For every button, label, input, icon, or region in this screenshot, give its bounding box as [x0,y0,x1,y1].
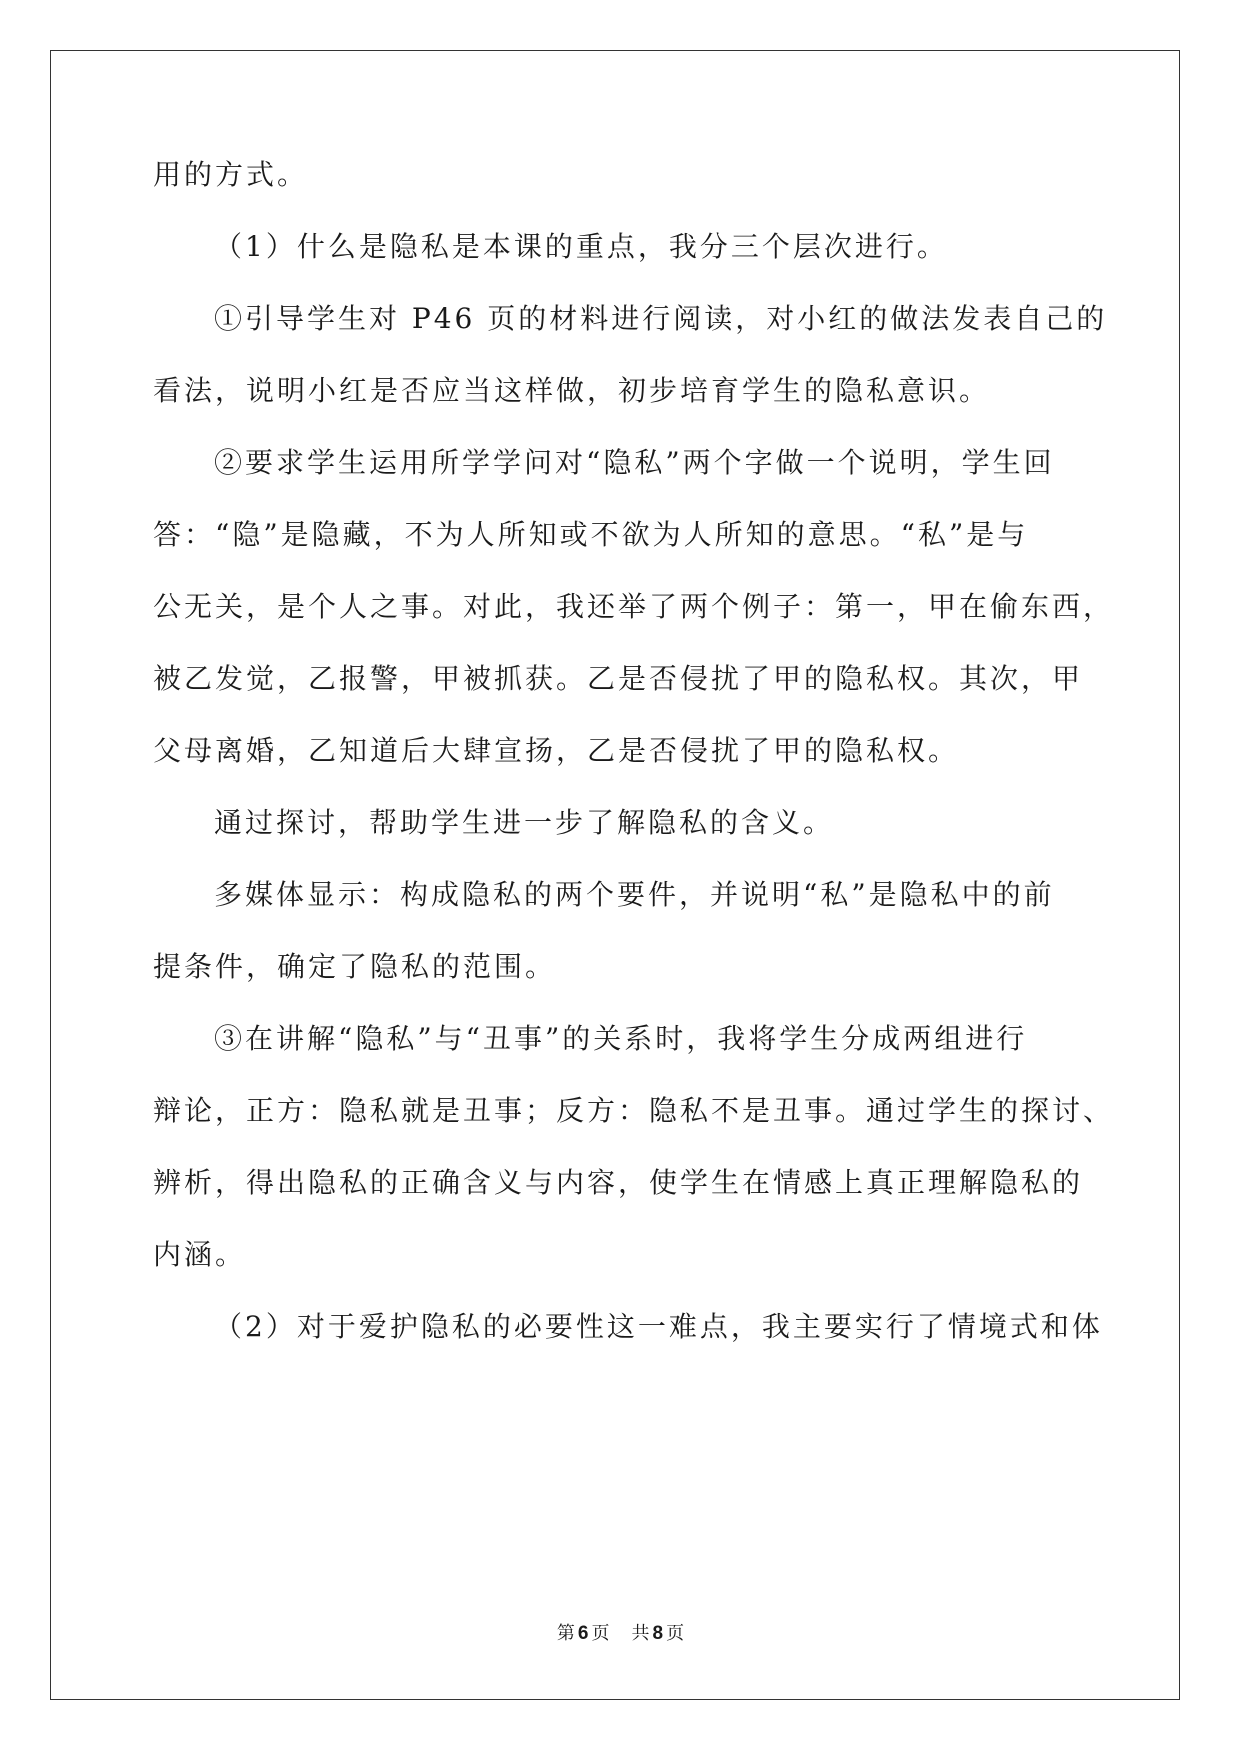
text-line-2: （1）什么是隐私是本课的重点，我分三个层次进行。 [214,230,948,263]
page-prefix: 第 [556,1623,575,1644]
page-suffix: 页 [591,1623,610,1644]
text-line-6: 答：“隐”是隐藏，不为人所知或不欲为人所知的意思。“私”是与 [153,518,1029,551]
text-line-10: 通过探讨，帮助学生进一步了解隐私的含义。 [214,806,835,839]
page-number: 6 [577,1623,589,1644]
text-line-17: （2）对于爱护隐私的必要性这一难点，我主要实行了情境式和体 [214,1310,1103,1343]
text-line-3: ①引导学生对 P46 页的材料进行阅读，对小红的做法发表自己的 [214,302,1108,335]
text-line-13: ③在讲解“隐私”与“丑事”的关系时，我将学生分成两组进行 [214,1022,1028,1055]
total-suffix: 页 [666,1623,685,1644]
text-line-4: 看法，说明小红是否应当这样做，初步培育学生的隐私意识。 [153,374,991,407]
text-line-9: 父母离婚，乙知道后大肆宣扬，乙是否侵扰了甲的隐私权。 [153,734,960,767]
text-line-8: 被乙发觉，乙报警，甲被抓获。乙是否侵扰了甲的隐私权。其次，甲 [153,662,1084,695]
page-border [50,50,1180,1700]
page-footer [0,1619,1241,1645]
text-line-7: 公无关，是个人之事。对此，我还举了两个例子：第一，甲在偷东西， [153,590,1115,623]
text-line-1: 用的方式。 [153,158,309,191]
text-line-15: 辨析，得出隐私的正确含义与内容，使学生在情感上真正理解隐私的 [153,1166,1084,1199]
total-pages: 8 [652,1623,664,1644]
text-line-5: ②要求学生运用所学学问对“隐私”两个字做一个说明，学生回 [214,446,1055,479]
text-line-16: 内涵。 [153,1238,247,1271]
text-line-14: 辩论，正方：隐私就是丑事；反方：隐私不是丑事。通过学生的探讨、 [153,1094,1115,1127]
total-prefix: 共 [631,1623,650,1644]
text-line-11: 多媒体显示：构成隐私的两个要件，并说明“私”是隐私中的前 [214,878,1055,911]
text-line-12: 提条件，确定了隐私的范围。 [153,950,557,983]
